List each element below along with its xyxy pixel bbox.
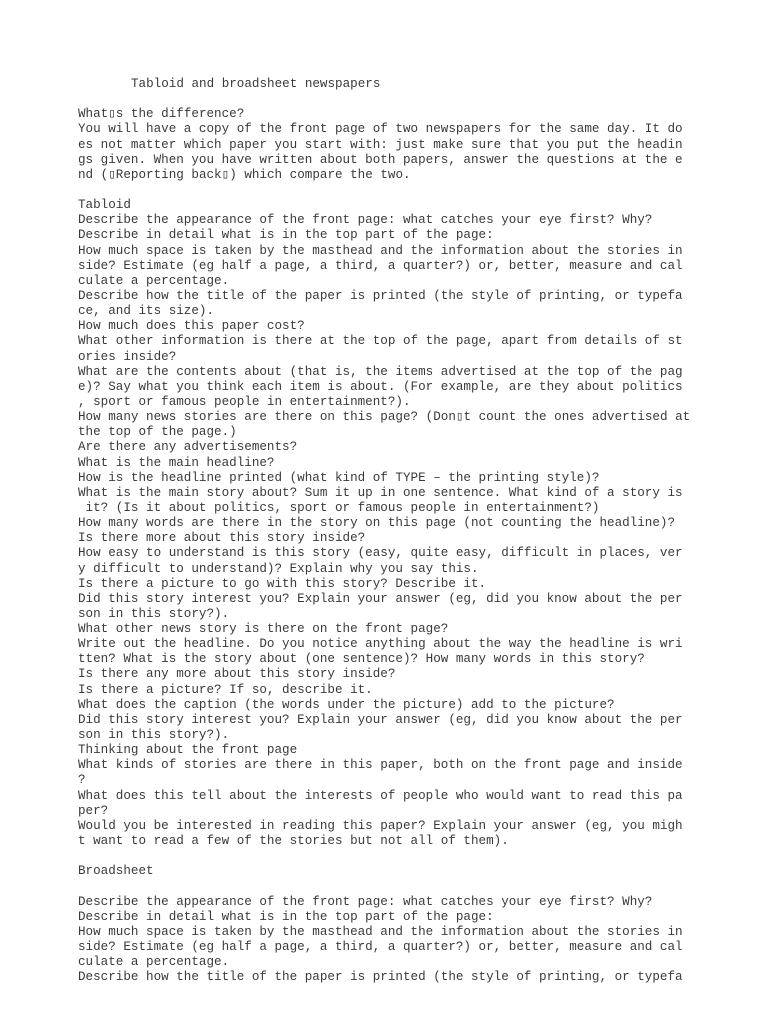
- tabloid-line: Describe the appearance of the front page: what catches your eye first? Why?: [78, 213, 653, 228]
- tabloid-line: What other information is there at the top of the page, apart from details of st: [78, 334, 683, 349]
- tabloid-line: side? Estimate (eg half a page, a third, a quarter?) or, better, measure and cal: [78, 258, 683, 273]
- tabloid-line: ?: [78, 773, 86, 788]
- document-page: [78, 77, 698, 985]
- tabloid-line: Would you be interested in reading this paper? Explain your answer (eg, you migh: [78, 818, 683, 833]
- intro-section: [78, 107, 698, 183]
- tabloid-line: What other news story is there on the front page?: [78, 622, 449, 637]
- broadsheet-line: side? Estimate (eg half a page, a third, a quarter?) or, better, measure and cal: [78, 940, 683, 955]
- tabloid-line: What kinds of stories are there in this paper, both on the front page and inside: [78, 758, 683, 773]
- tabloid-line: e)? Say what you think each item is about. (For example, are they about politics: [78, 379, 683, 394]
- broadsheet-line: How much space is taken by the masthead and the information about the stories in: [78, 924, 683, 939]
- tabloid-line: y difficult to understand)? Explain why you say this.: [78, 561, 479, 576]
- intro-line: What▯s the difference?: [78, 107, 245, 122]
- intro-line: You will have a copy of the front page of two newspapers for the same day. It do: [78, 122, 683, 137]
- tabloid-line: How much space is taken by the masthead and the information about the stories in: [78, 243, 683, 258]
- tabloid-line: Describe in detail what is in the top part of the page:: [78, 228, 494, 243]
- intro-line: nd (▯Reporting back▯) which compare the two.: [78, 167, 411, 182]
- broadsheet-line: Describe in detail what is in the top part of the page:: [78, 909, 494, 924]
- tabloid-line: , sport or famous people in entertainment?).: [78, 394, 411, 409]
- tabloid-line: How is the headline printed (what kind of TYPE – the printing style)?: [78, 470, 600, 485]
- broadsheet-section: [78, 895, 698, 986]
- tabloid-line: Are there any advertisements?: [78, 440, 298, 455]
- tabloid-line: How many words are there in the story on this page (not counting the headline)?: [78, 516, 676, 531]
- tabloid-line: Is there a picture? If so, describe it.: [78, 682, 373, 697]
- document-title: Tabloid and broadsheet newspapers: [131, 77, 381, 91]
- tabloid-line: culate a percentage.: [78, 273, 230, 288]
- tabloid-line: t want to read a few of the stories but not all of them).: [78, 834, 509, 849]
- tabloid-line: How many news stories are there on this page? (Don▯t count the ones advertised at: [78, 410, 691, 425]
- tabloid-line: How easy to understand is this story (easy, quite easy, difficult in places, ver: [78, 546, 683, 561]
- tabloid-line: Write out the headline. Do you notice anything about the way the headline is wri: [78, 637, 683, 652]
- spacer: [78, 92, 698, 107]
- tabloid-line: Thinking about the front page: [78, 743, 298, 758]
- tabloid-line: ce, and its size).: [78, 304, 215, 319]
- tabloid-line: Is there any more about this story inside?: [78, 667, 396, 682]
- tabloid-line: Is there a picture to go with this story? Describe it.: [78, 576, 487, 591]
- tabloid-line: son in this story?).: [78, 728, 230, 743]
- tabloid-line: per?: [78, 803, 109, 818]
- broadsheet-line: Describe how the title of the paper is printed (the style of printing, or typefa: [78, 970, 683, 985]
- spacer: [78, 849, 698, 864]
- broadsheet-heading: Broadsheet: [78, 864, 154, 879]
- tabloid-line: What is the main story about? Sum it up in one sentence. What kind of a story is: [78, 485, 683, 500]
- tabloid-line: What is the main headline?: [78, 455, 275, 470]
- intro-line: es not matter which paper you start with: just make sure that you put the headin: [78, 137, 683, 152]
- tabloid-line: tten? What is the story about (one sentence)? How many words in this story?: [78, 652, 645, 667]
- tabloid-line: Did this story interest you? Explain your answer (eg, did you know about the per: [78, 712, 683, 727]
- broadsheet-line: culate a percentage.: [78, 955, 230, 970]
- tabloid-line: Did this story interest you? Explain your answer (eg, did you know about the per: [78, 591, 683, 606]
- tabloid-heading: Tabloid: [78, 198, 131, 213]
- tabloid-line: Describe how the title of the paper is printed (the style of printing, or typefa: [78, 288, 683, 303]
- tabloid-section: [78, 213, 698, 849]
- spacer: [78, 879, 698, 894]
- tabloid-line: the top of the page.): [78, 425, 237, 440]
- tabloid-line: Is there more about this story inside?: [78, 531, 366, 546]
- intro-line: gs given. When you have written about both papers, answer the questions at the e: [78, 152, 683, 167]
- tabloid-line: How much does this paper cost?: [78, 319, 305, 334]
- tabloid-line: What are the contents about (that is, the items advertised at the top of the pag: [78, 364, 683, 379]
- tabloid-line: son in this story?).: [78, 606, 230, 621]
- tabloid-line: What does the caption (the words under the picture) add to the picture?: [78, 697, 615, 712]
- tabloid-line: What does this tell about the interests of people who would want to read this pa: [78, 788, 683, 803]
- tabloid-line: it? (Is it about politics, sport or famous people in entertainment?): [78, 500, 600, 515]
- broadsheet-line: Describe the appearance of the front page: what catches your eye first? Why?: [78, 894, 653, 909]
- spacer: [78, 183, 698, 198]
- tabloid-line: ories inside?: [78, 349, 177, 364]
